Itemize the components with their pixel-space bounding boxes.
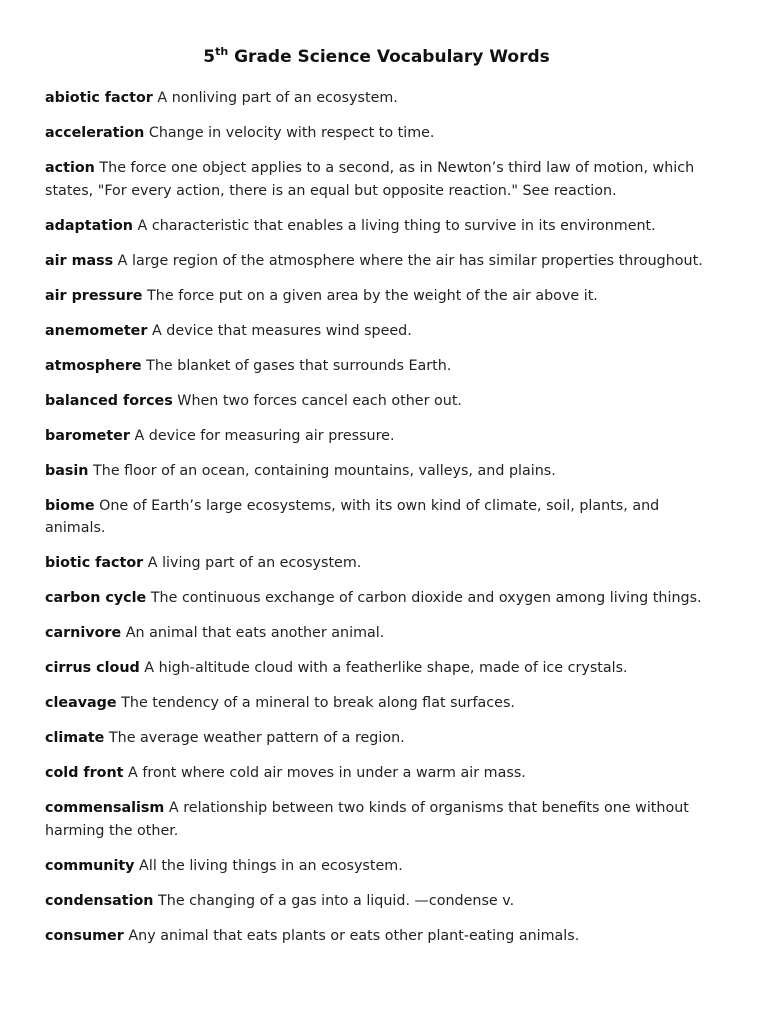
vocabulary-definition: The floor of an ocean, containing mountains, valleys, and plains.	[88, 462, 556, 479]
vocabulary-entry	[45, 250, 708, 273]
vocabulary-entry	[45, 495, 708, 540]
vocabulary-entry	[45, 622, 708, 645]
vocabulary-term: basin	[45, 462, 89, 479]
vocabulary-entry	[45, 797, 708, 842]
vocabulary-term: air mass	[45, 252, 114, 269]
vocabulary-definition: The force one object applies to a second, as in Newton’s third law of motion, which states, "For every action, there is an equal but opposite reaction." See reaction.	[45, 160, 695, 199]
vocabulary-entry	[45, 157, 708, 202]
title-superscript: th	[215, 45, 229, 58]
vocabulary-term: commensalism	[45, 800, 165, 816]
vocabulary-definition: One of Earth’s large ecosystems, with its own kind of climate, soil, plants, and animals.	[45, 497, 660, 536]
vocabulary-definition: Any animal that eats plants or eats other plant-eating animals.	[123, 927, 580, 944]
vocabulary-definition: A characteristic that enables a living thing to survive in its environment.	[132, 217, 656, 234]
vocabulary-entry	[45, 390, 708, 413]
vocabulary-term: anemometer	[45, 322, 148, 339]
vocabulary-entry	[45, 855, 708, 878]
vocabulary-term: atmosphere	[45, 357, 142, 374]
vocabulary-entry	[45, 890, 708, 913]
vocabulary-definition: A nonliving part of an ecosystem.	[152, 90, 398, 106]
vocabulary-term: action	[45, 160, 95, 176]
vocabulary-definition: The tendency of a mineral to break along flat surfaces.	[116, 695, 515, 711]
vocabulary-entry	[45, 122, 708, 145]
vocabulary-term: cirrus cloud	[45, 660, 140, 676]
vocabulary-term: consumer	[45, 927, 124, 944]
vocabulary-entry	[45, 215, 708, 238]
vocabulary-definition: A high-altitude cloud with a featherlike shape, made of ice crystals.	[139, 660, 628, 676]
vocabulary-list	[45, 87, 708, 947]
vocabulary-definition: When two forces cancel each other out.	[172, 392, 462, 409]
title-text: Grade Science Vocabulary Words	[228, 47, 550, 67]
vocabulary-definition: A large region of the atmosphere where the air has similar properties throughout.	[113, 252, 703, 269]
vocabulary-definition: The continuous exchange of carbon dioxide and oxygen among living things.	[146, 590, 702, 606]
vocabulary-entry	[45, 320, 708, 343]
vocabulary-term: community	[45, 857, 135, 874]
vocabulary-term: cleavage	[45, 695, 117, 711]
vocabulary-term: climate	[45, 730, 105, 746]
title-number: 5	[203, 47, 216, 67]
vocabulary-term: carbon cycle	[45, 590, 147, 606]
vocabulary-definition: A living part of an ecosystem.	[143, 555, 362, 571]
vocabulary-term: barometer	[45, 427, 130, 444]
vocabulary-term: cold front	[45, 765, 124, 781]
vocabulary-definition: The force put on a given area by the weight of the air above it.	[142, 287, 598, 304]
vocabulary-term: adaptation	[45, 217, 133, 234]
vocabulary-term: abiotic factor	[45, 90, 153, 106]
vocabulary-term: balanced forces	[45, 392, 173, 409]
vocabulary-entry	[45, 355, 708, 378]
vocabulary-entry	[45, 425, 708, 448]
vocabulary-entry	[45, 727, 708, 750]
vocabulary-entry	[45, 552, 708, 575]
vocabulary-entry	[45, 587, 708, 610]
vocabulary-definition: Change in velocity with respect to time.	[144, 125, 435, 141]
vocabulary-definition: A relationship between two kinds of organisms that benefits one without harming the other.	[45, 800, 689, 839]
vocabulary-term: acceleration	[45, 125, 145, 141]
vocabulary-definition: The blanket of gases that surrounds Earth.	[141, 357, 452, 374]
vocabulary-definition: An animal that eats another animal.	[121, 625, 385, 641]
vocabulary-term: biotic factor	[45, 555, 144, 571]
vocabulary-entry	[45, 460, 708, 483]
vocabulary-definition: All the living things in an ecosystem.	[134, 857, 403, 874]
vocabulary-term: biome	[45, 497, 95, 514]
page-title	[45, 44, 708, 70]
vocabulary-entry	[45, 692, 708, 715]
vocabulary-entry	[45, 657, 708, 680]
vocabulary-entry	[45, 925, 708, 948]
vocabulary-definition: The average weather pattern of a region.	[104, 730, 405, 746]
vocabulary-term: condensation	[45, 892, 154, 909]
vocabulary-definition: The changing of a gas into a liquid. —condense v.	[153, 892, 515, 909]
vocabulary-entry	[45, 285, 708, 308]
vocabulary-term: carnivore	[45, 625, 122, 641]
vocabulary-definition: A device for measuring air pressure.	[129, 427, 395, 444]
vocabulary-definition: A front where cold air moves in under a warm air mass.	[123, 765, 526, 781]
vocabulary-definition: A device that measures wind speed.	[147, 322, 412, 339]
vocabulary-entry	[45, 762, 708, 785]
vocabulary-term: air pressure	[45, 287, 143, 304]
vocabulary-entry	[45, 87, 708, 110]
